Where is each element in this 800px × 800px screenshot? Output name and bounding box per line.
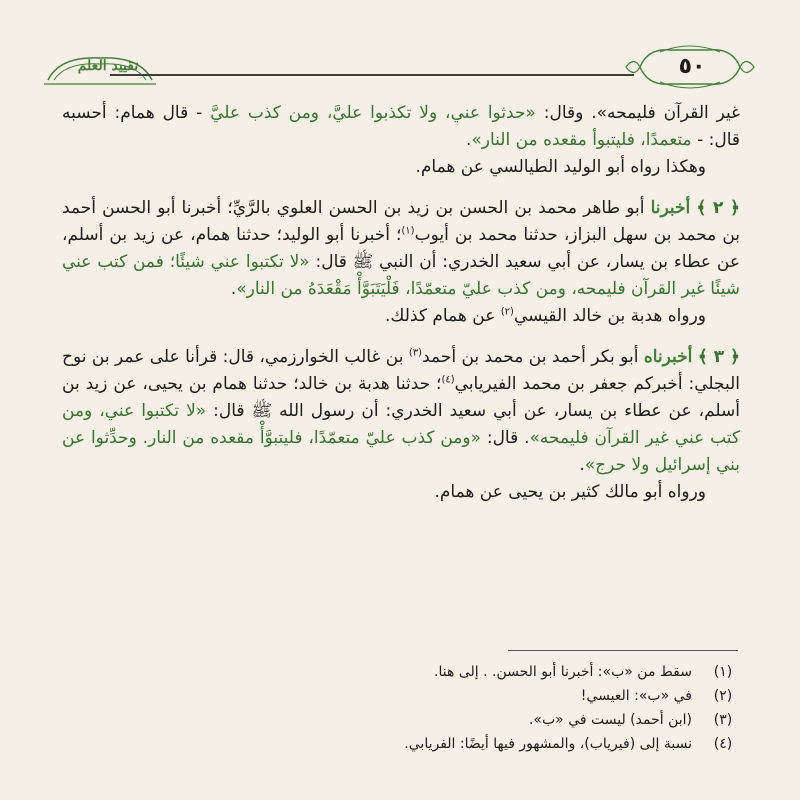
footnote: [60, 708, 740, 732]
hadith-number: ﴿ ٣ ﴾: [697, 347, 740, 367]
footnote: [60, 684, 740, 708]
paragraph-continuation: غير القرآن فليمحه». وقال: «حدثوا عني، ولا تكذبوا عليَّ، ومن كذب عليَّ - قال همام: أحسبه قال: - متعمدًا، فليتبوأ مقعده من النار».: [62, 103, 740, 150]
footnote-ref: (١): [401, 225, 415, 237]
footnote-ref: (٣): [408, 347, 423, 359]
footnote-number: (٤): [713, 736, 733, 752]
book-title: تقييد العلم: [77, 58, 139, 74]
footnote-text: نسبة إلى (فيرياب)، والمشهور فيها أيضًا: الفريابي.: [404, 736, 692, 752]
footnote: [60, 732, 740, 756]
hadith-quote: متعمدًا، فليتبوأ مقعده من النار»: [471, 130, 692, 150]
footnote-text: (ابن أحمد) ليست في «ب».: [528, 712, 692, 728]
footnote-text: في «ب»: العيسي!: [580, 688, 692, 704]
narration-label: أخبرناه: [643, 347, 693, 367]
footnote: [60, 660, 740, 684]
hadith-3: ﴿ ٣ ﴾ أخبرناه أبو بكر أحمد بن محمد بن أحمد$^{(٣)}$ بن غالب الخوارزمي، قال: قرأنا على عمر بن نوح البجلي: أخبركم جعفر بن محمد الفيريابي$^{(٤)}$؛ حدثنا هدبة بن خالد؛ حدثنا همام بن يحيى، عن زيد بن أسلم، عن عطاء بن يسار، عن أبي سعيد الخدري: أن رسول الله ﷺ قال: «لا تكتبوا عني، ومن كتب عني غير القرآن فليمحه». قال: «ومن كذب عليّ متعمّدًا، فليتبوَّأْ مقعده من النار. وحدِّثوا عن بني إسرائيل ولا حرج».: [62, 347, 740, 475]
footnote-number: (٣): [713, 712, 733, 728]
hadith-quote: «ومن كذب عليّ متعمّدًا، فليتبوَّأْ مقعده من النار. وحدِّثوا عن بني إسرائيل ولا حرج»: [62, 428, 740, 475]
narration-label: أخبرنا: [650, 198, 691, 218]
paragraph-note: ورواه هدبة بن خالد القيسي$^{(٢)}$ عن همام كذلك.: [385, 306, 706, 326]
header-rule: [110, 74, 634, 76]
hadith-number: ﴿ ٢ ﴾: [696, 198, 741, 218]
hadith-quote: «لا تكتبوا عني شيئًا؛ فمن كتب عني شيئًا غير القرآن فليمحه، ومن كذب عليّ متعمّدًا، فَلْيَتَبَوَّأْ مَقْعَدَهُ من النار»: [62, 252, 740, 299]
footnote-ref: (٢): [500, 306, 514, 318]
hadith-quote: «حدثوا عني، ولا تكذبوا عليَّ، ومن كذب عليَّ: [210, 103, 536, 123]
footnote-number: (١): [713, 664, 733, 680]
footnote-ref: (٤): [441, 374, 455, 386]
page-body: [62, 100, 740, 506]
footnotes: [60, 660, 740, 756]
paragraph-note: وهكذا رواه أبو الوليد الطيالسي عن همام.: [415, 157, 706, 177]
footnote-text: سقط من «ب»: أخبرنا أبو الحسن. . إلى هنا.: [434, 664, 692, 680]
paragraph-note: ورواه أبو مالك كثير بن يحيى عن همام.: [434, 482, 706, 502]
footnote-number: (٢): [713, 688, 733, 704]
page-number: ٥٠: [678, 54, 706, 79]
hadith-2: ﴿ ٢ ﴾ أخبرنا أبو طاهر محمد بن الحسن بن زيد بن الحسن العلوي بالرَّيِّ؛ أخبرنا أبو الحسن أحمد بن محمد بن سهل البزاز، حدثنا محمد بن أيوب$^{(١)}$؛ أخبرنا أبو الوليد؛ حدثنا همام، عن زيد بن أسلم، عن عطاء بن يسار، عن أبي سعيد الخدري: أن النبي ﷺ قال: «لا تكتبوا عني شيئًا؛ فمن كتب عني شيئًا غير القرآن فليمحه، ومن كذب عليّ متعمّدًا، فَلْيَتَبَوَّأْ مَقْعَدَهُ من النار».: [62, 198, 741, 299]
footnote-divider: [508, 650, 738, 651]
page-header: [40, 36, 760, 92]
hadith-quote: «لا تكتبوا عني، ومن كتب عني غير القرآن فليمحه»: [62, 401, 740, 448]
